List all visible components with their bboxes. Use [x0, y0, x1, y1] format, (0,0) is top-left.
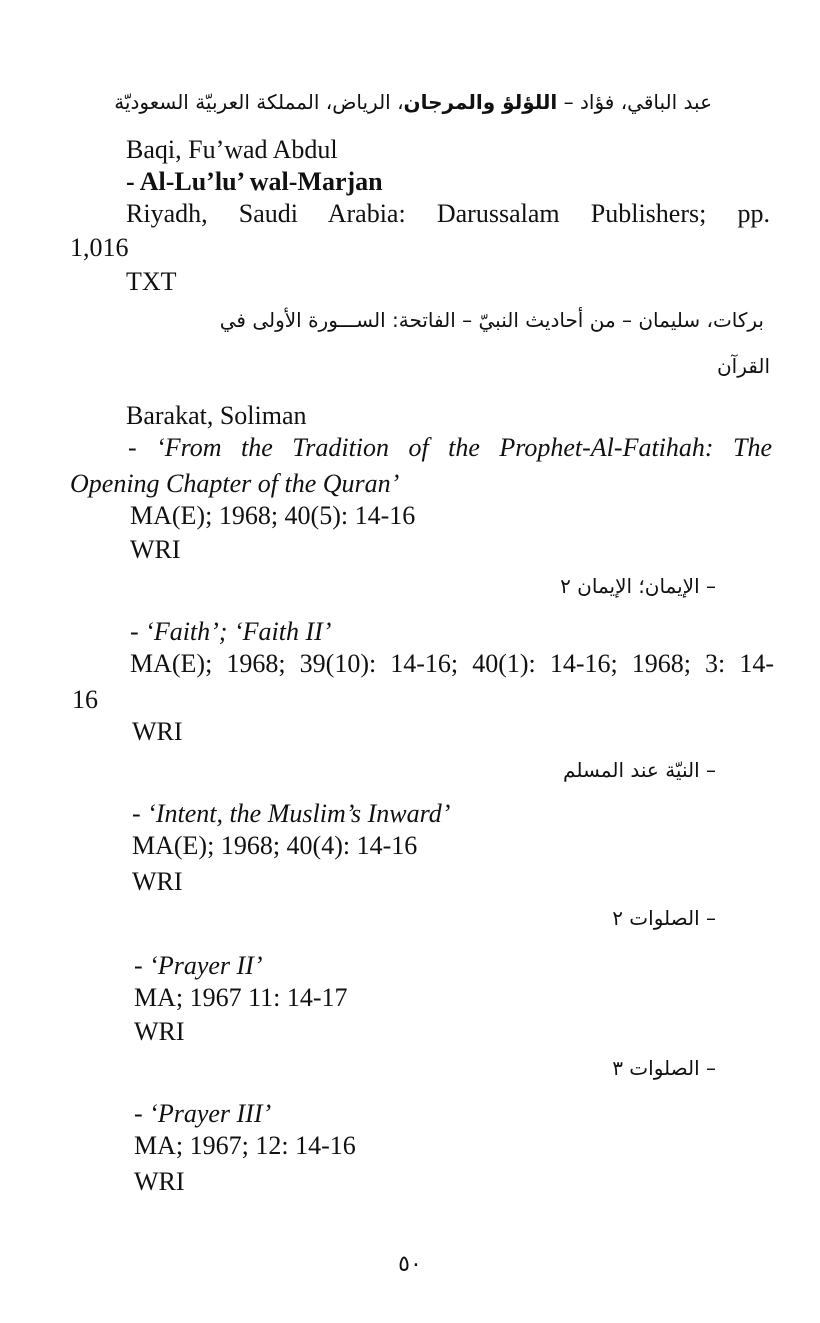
- entry-source: MA(E); 1968; 39(10): 14-16; 40(1): 14-16; 1968; 3: 14-: [130, 649, 774, 678]
- entry-source: MA; 1967 11: 14-17: [134, 983, 348, 1012]
- arabic-title-bold: اللؤلؤ والمرجان: [403, 90, 558, 114]
- entry-arabic-heading: – الصلوات ٢: [612, 906, 716, 930]
- entry-title: - ‘Faith’; ‘Faith II’: [130, 617, 332, 646]
- entry-code: TXT: [126, 267, 177, 296]
- entry-arabic-heading: – الإيمان؛ الإيمان ٢: [560, 574, 716, 598]
- entry-arabic-heading-cont: القرآن: [716, 354, 770, 378]
- entry-arabic-heading: بركات، سليمان – من أحاديث النبيّ – الفاتحة: الســـورة الأولى في: [219, 308, 764, 332]
- entry-title: - Al-Lu’lu’ wal-Marjan: [126, 167, 383, 196]
- entry-title-cont: Opening Chapter of the Quran’: [70, 469, 400, 498]
- entry-arabic-heading: – النيّة عند المسلم: [563, 758, 716, 782]
- entry-code: WRI: [134, 1017, 185, 1046]
- entry-arabic-heading: [114, 86, 712, 118]
- entry-source: MA(E); 1968; 40(5): 14-16: [130, 501, 416, 530]
- page-number: ٥٠: [398, 1252, 422, 1277]
- entry-code: WRI: [132, 717, 183, 746]
- entry-code: WRI: [130, 535, 181, 564]
- entry-title: - ‘Prayer III’: [134, 1099, 272, 1128]
- entry-title: - ‘Prayer II’: [134, 951, 263, 980]
- entry-arabic-heading: – الصلوات ٣: [612, 1056, 716, 1080]
- entry-author: Barakat, Soliman: [126, 401, 307, 430]
- arabic-author-text: عبد الباقي، فؤاد –: [557, 90, 712, 114]
- entry-publication-cont: 1,016: [70, 233, 129, 262]
- entry-source: MA; 1967; 12: 14-16: [134, 1131, 356, 1160]
- entry-source: MA(E); 1968; 40(4): 14-16: [132, 831, 418, 860]
- entry-author: Baqi, Fu’wad Abdul: [126, 135, 338, 164]
- entry-source-cont: 16: [72, 685, 98, 714]
- entry-title: - ‘Intent, the Muslim’s Inward’: [132, 799, 451, 828]
- arabic-publisher-text: ، الرياض، المملكة العربيّة السعوديّة: [114, 90, 404, 114]
- entry-publication: Riyadh, Saudi Arabia: Darussalam Publishers; pp.: [126, 199, 770, 228]
- entry-code: WRI: [132, 867, 183, 896]
- entry-title: - ‘From the Tradition of the Prophet-Al-Fatihah: The: [128, 433, 772, 462]
- entry-code: WRI: [134, 1167, 185, 1196]
